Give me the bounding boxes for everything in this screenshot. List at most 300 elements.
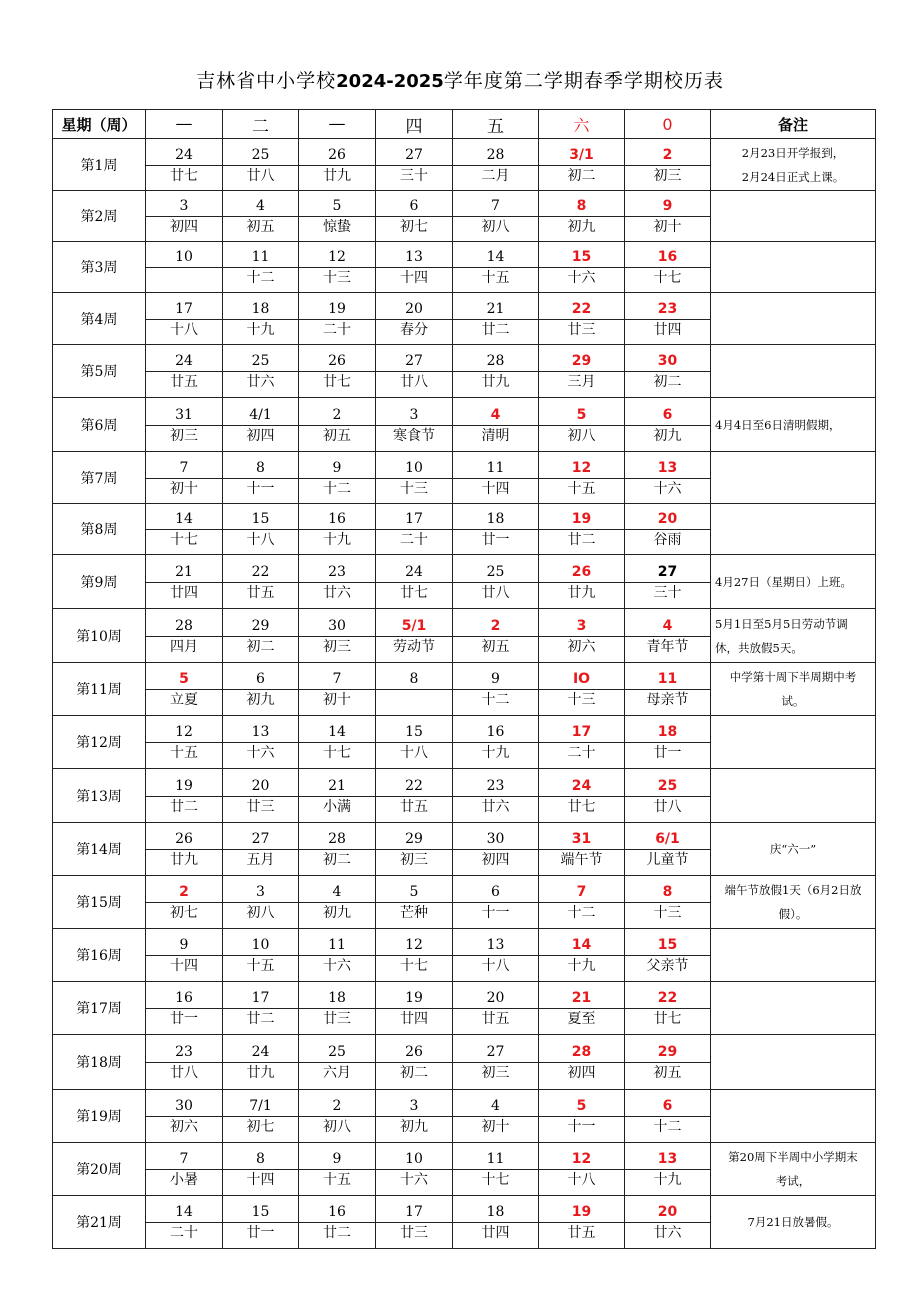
day-cell — [539, 876, 625, 929]
day-number: 17 — [405, 511, 423, 527]
day-cell — [376, 1035, 453, 1090]
lunar-date: 初五 — [323, 427, 351, 444]
lunar-date: 十八 — [246, 532, 275, 548]
lunar-date: 廿八 — [170, 1065, 198, 1081]
day-cell — [223, 398, 299, 452]
lunar-date: 廿一 — [653, 745, 682, 761]
header-notes: 备注 — [711, 110, 876, 139]
day-cell — [376, 823, 453, 876]
day-number: 25 — [251, 146, 270, 163]
lunar-date: 廿三 — [323, 1011, 351, 1027]
day-cell — [223, 609, 299, 663]
lunar-date: 十三 — [323, 270, 351, 286]
lunar-date: 寒食节 — [393, 427, 435, 444]
day-cell — [625, 716, 711, 769]
day-cell — [299, 504, 376, 555]
week-label: 第21周 — [53, 1196, 146, 1249]
lunar-date: 初三 — [653, 167, 682, 184]
lunar-date: 廿三 — [567, 321, 596, 338]
day-cell — [539, 982, 625, 1035]
lunar-date: 廿三 — [246, 798, 275, 815]
day-number: 22 — [405, 777, 423, 794]
week-row — [53, 823, 876, 876]
day-cell — [299, 345, 376, 398]
day-number: 2 — [179, 884, 189, 900]
lunar-date: 十八 — [170, 321, 198, 338]
day-number: 25 — [657, 777, 678, 794]
day-number: 23 — [175, 1044, 193, 1060]
day-cell — [223, 191, 299, 242]
lunar-date: 立夏 — [170, 692, 198, 708]
week-row — [53, 293, 876, 345]
lunar-date: 十四 — [170, 958, 198, 974]
day-cell — [299, 609, 376, 663]
lunar-date: 三月 — [567, 374, 596, 390]
lunar-date: 十六 — [246, 745, 275, 761]
lunar-date: 十七 — [653, 270, 682, 286]
day-cell — [453, 663, 539, 716]
day-cell — [625, 504, 711, 555]
day-cell — [376, 663, 453, 716]
day-number: 15 — [571, 249, 592, 265]
note-line: 5月1日至5月5日劳动节调 — [715, 616, 848, 631]
day-cell — [299, 139, 376, 191]
day-cell — [453, 982, 539, 1035]
day-cell — [146, 345, 223, 398]
lunar-date: 初七 — [400, 219, 428, 235]
day-cell — [223, 769, 299, 823]
day-number: 14 — [486, 249, 505, 265]
day-number: 20 — [251, 777, 270, 794]
day-cell — [223, 345, 299, 398]
lunar-date: 十五 — [567, 480, 596, 497]
day-number: 11 — [328, 937, 346, 953]
week-row — [53, 663, 876, 716]
lunar-date: 二十 — [170, 1225, 198, 1241]
lunar-date: 初二 — [567, 167, 596, 184]
lunar-date: 廿三 — [400, 1225, 428, 1241]
day-cell — [539, 452, 625, 504]
day-cell — [299, 929, 376, 982]
note-line: 第20周下半周中小学期末 — [728, 1150, 858, 1164]
lunar-date: 廿九 — [481, 374, 510, 390]
day-number: 17 — [571, 724, 592, 740]
day-cell — [625, 555, 711, 609]
day-number: 27 — [405, 146, 423, 163]
lunar-date: 十九 — [481, 745, 510, 761]
day-cell — [299, 555, 376, 609]
lunar-date: 廿四 — [653, 321, 682, 338]
lunar-date: 廿七 — [653, 1011, 682, 1027]
day-number: 3 — [409, 1098, 419, 1114]
lunar-date: 十七 — [323, 745, 351, 761]
week-label: 第3周 — [53, 242, 146, 293]
day-number: 11 — [486, 1151, 505, 1167]
day-number: 24 — [175, 146, 193, 163]
day-number: 6 — [662, 406, 673, 423]
day-number: 29 — [571, 353, 592, 369]
week-note — [711, 876, 876, 929]
week-note — [711, 139, 876, 191]
day-number: 3 — [576, 617, 587, 634]
day-number: 30 — [486, 831, 505, 847]
day-cell — [625, 769, 711, 823]
day-number: 4/1 — [249, 406, 272, 423]
lunar-date: 端午节 — [560, 852, 603, 868]
week-row — [53, 345, 876, 398]
lunar-date: 廿七 — [170, 167, 198, 184]
lunar-date: 十九 — [323, 532, 351, 548]
day-cell — [146, 555, 223, 609]
day-cell — [539, 345, 625, 398]
lunar-date: 谷雨 — [653, 532, 682, 548]
day-cell — [625, 982, 711, 1035]
day-cell — [146, 139, 223, 191]
day-cell — [299, 823, 376, 876]
day-number: 16 — [328, 1204, 346, 1220]
day-cell — [453, 1035, 539, 1090]
day-number: 13 — [405, 249, 423, 265]
lunar-date: 二十 — [567, 745, 596, 761]
day-cell — [223, 1090, 299, 1143]
day-number: 24 — [251, 1044, 270, 1060]
day-number: 10 — [251, 937, 270, 953]
day-cell — [146, 929, 223, 982]
lunar-date: 初四 — [481, 852, 510, 868]
lunar-date: 初十 — [323, 692, 351, 708]
week-row — [53, 1196, 876, 1249]
day-cell — [146, 398, 223, 452]
lunar-date: 初十 — [481, 1119, 510, 1135]
week-note — [711, 504, 876, 555]
day-cell — [376, 398, 453, 452]
week-row — [53, 716, 876, 769]
lunar-date — [146, 268, 222, 288]
day-number: 18 — [486, 511, 505, 527]
day-cell — [223, 1035, 299, 1090]
lunar-date: 廿二 — [567, 532, 596, 548]
day-number: 28 — [175, 617, 193, 634]
header-wed: — — [299, 110, 376, 139]
day-cell — [539, 1143, 625, 1196]
week-label: 第10周 — [53, 609, 146, 663]
day-cell — [376, 293, 453, 345]
lunar-date: 父亲节 — [646, 958, 689, 974]
day-cell — [625, 345, 711, 398]
week-label: 第15周 — [53, 876, 146, 929]
lunar-date: 夏至 — [567, 1011, 596, 1027]
day-cell — [376, 1196, 453, 1249]
lunar-date: 十五 — [170, 745, 198, 761]
day-number: 31 — [175, 406, 193, 423]
day-number: 18 — [657, 724, 678, 740]
day-number: 25 — [328, 1044, 346, 1060]
lunar-date: 初九 — [323, 905, 351, 921]
day-number: 18 — [486, 1204, 505, 1220]
lunar-date: 廿二 — [246, 1011, 275, 1027]
day-number: 21 — [328, 777, 346, 794]
lunar-date: 初七 — [246, 1119, 275, 1135]
day-cell — [146, 452, 223, 504]
day-number: 3/1 — [569, 146, 594, 163]
lunar-date: 初三 — [323, 638, 351, 655]
day-cell — [376, 876, 453, 929]
week-row — [53, 242, 876, 293]
day-number: 30 — [328, 617, 346, 634]
lunar-date: 廿六 — [481, 798, 510, 815]
day-cell — [453, 769, 539, 823]
lunar-date: 十九 — [246, 321, 275, 338]
day-cell — [625, 1035, 711, 1090]
week-label: 第11周 — [53, 663, 146, 716]
note-line: 试。 — [781, 694, 805, 708]
lunar-date: 初三 — [481, 1065, 510, 1081]
day-number: 28 — [486, 353, 505, 369]
day-cell — [625, 929, 711, 982]
lunar-date: 初三 — [170, 427, 198, 444]
day-cell — [539, 242, 625, 293]
day-number: 25 — [486, 563, 505, 580]
day-cell — [539, 609, 625, 663]
lunar-date: 十八 — [481, 958, 510, 974]
week-label: 第17周 — [53, 982, 146, 1035]
week-note — [711, 452, 876, 504]
note-line: 假）。 — [778, 907, 808, 921]
day-cell — [539, 716, 625, 769]
day-number: 5 — [409, 884, 419, 900]
day-number: 9 — [662, 198, 673, 214]
lunar-date: 廿九 — [323, 167, 351, 184]
lunar-date: 初八 — [481, 219, 510, 235]
day-cell — [223, 293, 299, 345]
note-line: 庆“六一” — [769, 842, 817, 856]
day-cell — [539, 555, 625, 609]
day-cell — [299, 1196, 376, 1249]
day-number: 3 — [256, 884, 265, 900]
day-number: IO — [572, 671, 591, 687]
lunar-date: 初七 — [170, 905, 198, 921]
week-label: 第6周 — [53, 398, 146, 452]
lunar-date: 初二 — [400, 1065, 428, 1081]
day-cell — [625, 876, 711, 929]
day-cell — [299, 293, 376, 345]
day-cell — [453, 191, 539, 242]
day-number: 9 — [332, 459, 342, 476]
day-number: 26 — [571, 563, 592, 580]
week-note — [711, 982, 876, 1035]
day-number: 19 — [328, 300, 346, 317]
lunar-date: 廿一 — [246, 1225, 275, 1241]
lunar-date: 小满 — [323, 798, 351, 815]
day-cell — [453, 716, 539, 769]
lunar-date: 初十 — [653, 219, 682, 235]
day-number: 13 — [657, 1151, 678, 1167]
day-cell — [146, 1035, 223, 1090]
lunar-date: 芒种 — [400, 905, 428, 921]
day-cell — [146, 716, 223, 769]
week-row — [53, 1035, 876, 1090]
lunar-date: 廿五 — [170, 374, 198, 390]
week-label: 第4周 — [53, 293, 146, 345]
day-number: 20 — [657, 511, 678, 527]
week-note — [711, 293, 876, 345]
day-cell — [376, 139, 453, 191]
day-cell — [453, 504, 539, 555]
day-cell — [453, 293, 539, 345]
lunar-date: 十七 — [400, 958, 428, 974]
day-number: 17 — [251, 990, 270, 1006]
day-cell — [453, 1196, 539, 1249]
calendar-body — [53, 139, 876, 1249]
lunar-date: 十八 — [400, 745, 428, 761]
lunar-date: 初九 — [653, 427, 682, 444]
day-cell — [539, 769, 625, 823]
day-number: 9 — [491, 671, 500, 687]
header-mon: — — [146, 110, 223, 139]
day-cell — [625, 191, 711, 242]
day-number: 24 — [571, 777, 592, 794]
lunar-date: 十八 — [567, 1172, 596, 1188]
week-note — [711, 1090, 876, 1143]
lunar-date: 廿九 — [246, 1065, 275, 1081]
week-row — [53, 769, 876, 823]
day-cell — [146, 504, 223, 555]
day-number: 30 — [175, 1098, 193, 1114]
note-line: 7月21日放暑假。 — [747, 1215, 839, 1229]
lunar-date: 廿五 — [246, 584, 275, 601]
lunar-date: 廿四 — [400, 1011, 428, 1027]
header-week: 星期（周） — [53, 110, 146, 139]
day-cell — [453, 929, 539, 982]
day-number: 29 — [657, 1044, 678, 1060]
day-cell — [376, 345, 453, 398]
day-number: 6 — [409, 198, 419, 214]
week-label: 第18周 — [53, 1035, 146, 1090]
day-cell — [223, 242, 299, 293]
day-number: 18 — [251, 300, 270, 317]
day-cell — [299, 769, 376, 823]
week-note — [711, 242, 876, 293]
day-cell — [299, 191, 376, 242]
day-cell — [223, 139, 299, 191]
day-number: 13 — [486, 937, 505, 953]
week-row — [53, 929, 876, 982]
lunar-date: 五月 — [246, 852, 275, 868]
day-cell — [539, 823, 625, 876]
lunar-date: 劳动节 — [393, 638, 435, 655]
note-line: 4月4日至6日清明假期， — [715, 417, 841, 432]
day-cell — [539, 139, 625, 191]
lunar-date: 初十 — [170, 480, 198, 497]
day-number: 21 — [486, 300, 505, 317]
lunar-date: 十六 — [567, 270, 596, 286]
week-label: 第1周 — [53, 139, 146, 191]
day-number: 20 — [657, 1204, 678, 1220]
day-cell — [453, 139, 539, 191]
lunar-date: 廿九 — [170, 852, 198, 868]
week-row — [53, 555, 876, 609]
day-number: 2 — [332, 406, 342, 423]
week-label: 第14周 — [53, 823, 146, 876]
lunar-date: 春分 — [400, 321, 428, 338]
day-cell — [146, 242, 223, 293]
day-cell — [539, 1196, 625, 1249]
day-cell — [453, 609, 539, 663]
day-number: 6 — [662, 1098, 673, 1114]
day-number: 29 — [251, 617, 270, 634]
day-number: 19 — [405, 990, 423, 1006]
lunar-date: 廿八 — [481, 584, 510, 601]
day-number: 7 — [491, 198, 500, 214]
week-label: 第19周 — [53, 1090, 146, 1143]
lunar-date: 十四 — [400, 270, 428, 286]
day-number: 9 — [179, 937, 189, 953]
day-number: 5 — [332, 198, 342, 214]
week-label: 第7周 — [53, 452, 146, 504]
day-number: 4 — [490, 406, 501, 423]
day-cell — [453, 555, 539, 609]
day-number: 28 — [486, 146, 505, 163]
note-line: 4月27日（星期日）上班。 — [715, 574, 852, 589]
day-cell — [299, 982, 376, 1035]
day-cell — [376, 504, 453, 555]
day-number: 16 — [486, 724, 505, 740]
day-cell — [376, 555, 453, 609]
day-cell — [539, 398, 625, 452]
week-note — [711, 1035, 876, 1090]
day-number: 4 — [662, 617, 673, 634]
title-year: 2024-2025 — [336, 71, 444, 92]
day-number: 20 — [486, 990, 505, 1006]
day-cell — [625, 242, 711, 293]
day-cell — [299, 876, 376, 929]
day-number: 15 — [657, 937, 678, 953]
week-label: 第8周 — [53, 504, 146, 555]
day-cell — [299, 398, 376, 452]
day-cell — [539, 1090, 625, 1143]
day-number: 16 — [328, 511, 346, 527]
day-cell — [376, 609, 453, 663]
lunar-date: 母亲节 — [646, 692, 689, 708]
day-number: 23 — [328, 563, 346, 580]
week-note — [711, 609, 876, 663]
lunar-date: 廿六 — [653, 1225, 682, 1241]
day-number: 10 — [175, 249, 193, 265]
day-cell — [146, 982, 223, 1035]
note-line: 休，共放假5天。 — [715, 640, 803, 655]
day-number: 30 — [657, 353, 678, 369]
lunar-date: 四月 — [170, 638, 198, 655]
lunar-date: 十九 — [653, 1172, 682, 1188]
day-number: 12 — [175, 724, 193, 740]
day-number: 26 — [328, 146, 346, 163]
day-number: 13 — [657, 459, 678, 476]
day-cell — [625, 139, 711, 191]
day-number: 21 — [175, 563, 193, 580]
day-number: 22 — [571, 300, 592, 317]
day-cell — [625, 1196, 711, 1249]
lunar-date: 廿一 — [170, 1011, 198, 1027]
day-number: 9 — [332, 1151, 342, 1167]
day-cell — [625, 609, 711, 663]
week-label: 第13周 — [53, 769, 146, 823]
lunar-date: 儿童节 — [646, 852, 689, 868]
day-number: 11 — [657, 671, 678, 687]
day-cell — [299, 1143, 376, 1196]
day-number: 21 — [571, 990, 592, 1006]
day-cell — [223, 929, 299, 982]
page-title — [0, 66, 920, 93]
